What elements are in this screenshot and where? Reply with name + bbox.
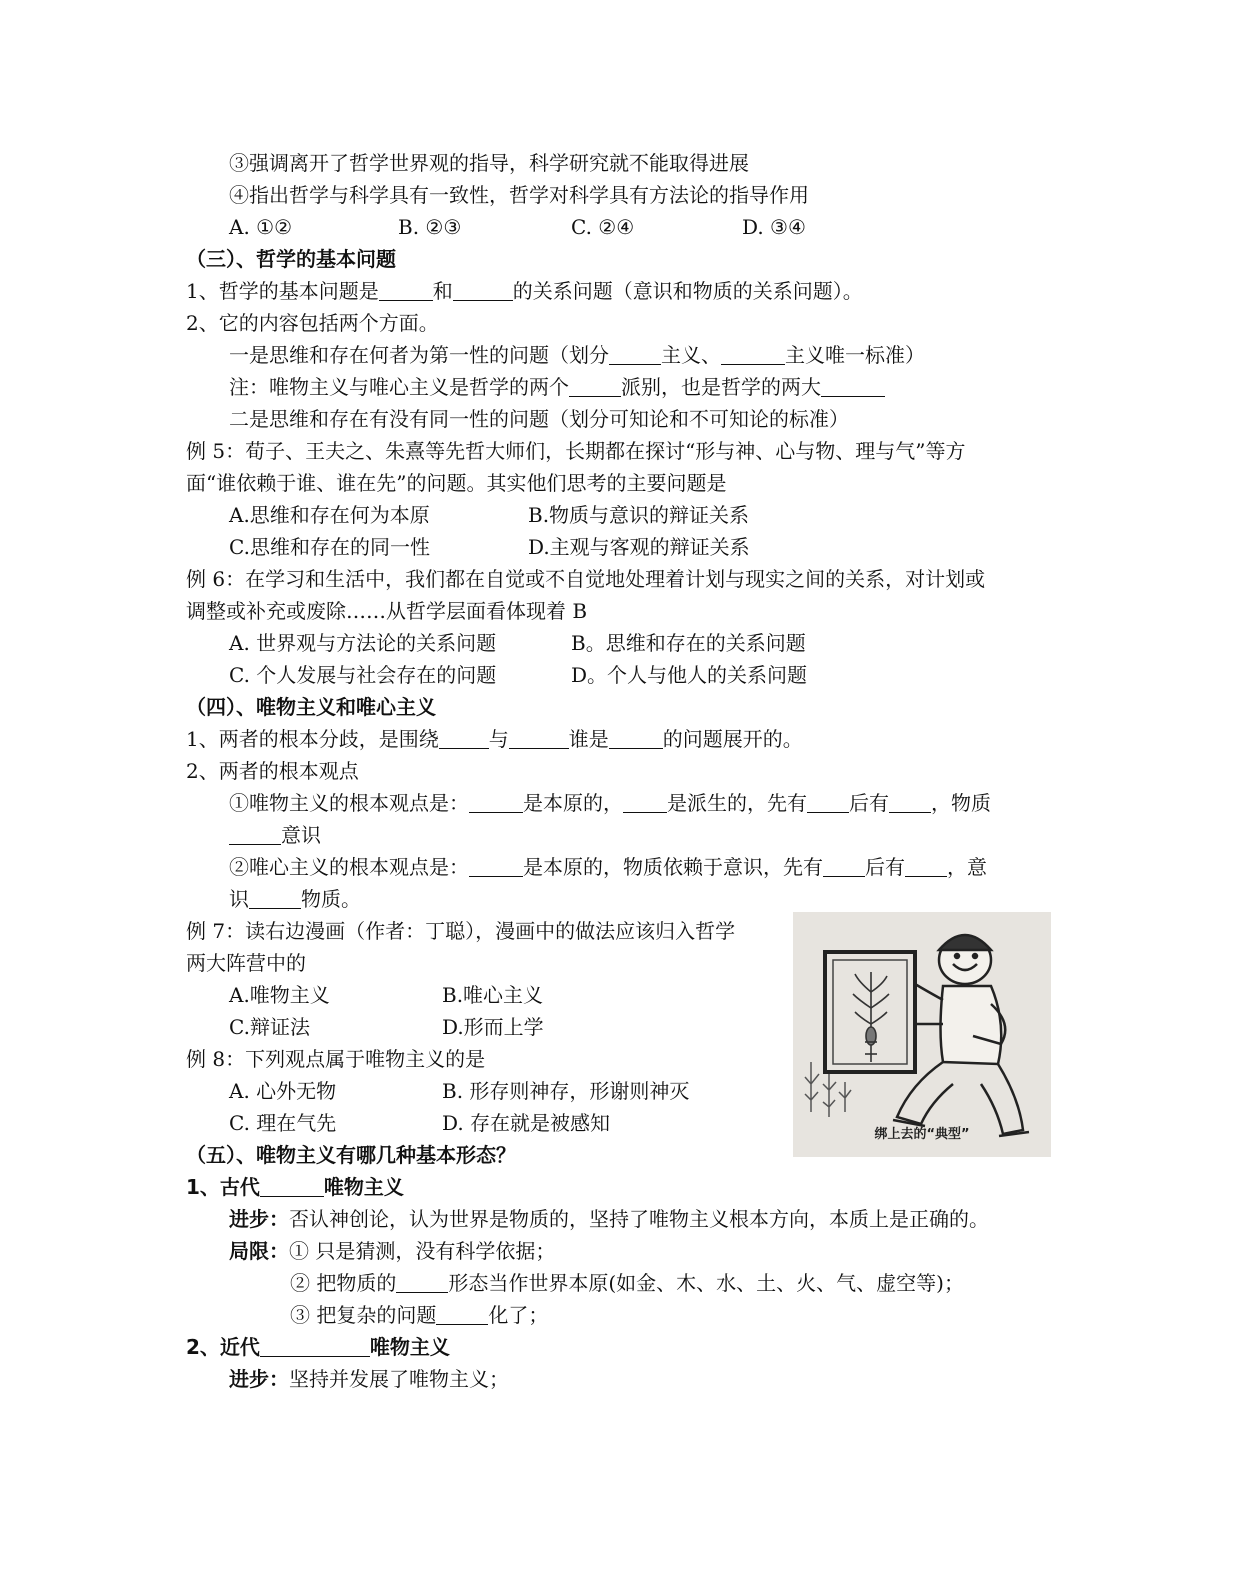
ex5-option-a: A.思维和存在何为本原	[229, 503, 430, 527]
ancient-progress: 进步：否认神创论，认为世界是物质的，坚持了唯物主义根本方向，本质上是正确的。	[229, 1207, 989, 1231]
ex5-option-b: B.物质与意识的辩证关系	[528, 503, 750, 527]
ex8-option-b: B. 形存则神存，形谢则神灭	[442, 1079, 690, 1103]
section-3-line-5: 二是思维和存在有没有同一性的问题（划分可知论和不可知论的标准）	[229, 407, 849, 431]
ex7-option-d: D.形而上学	[442, 1015, 544, 1039]
ex5-option-c: C.思维和存在的同一性	[229, 535, 430, 559]
section-3-line-3: 一是思维和存在何者为第一性的问题（划分 主义、 主义唯一标准）	[229, 343, 925, 367]
ex8-option-a: A. 心外无物	[229, 1079, 337, 1103]
section-5-heading: （五）、唯物主义有哪几种基本形态？	[186, 1143, 516, 1167]
blank-6	[821, 376, 885, 397]
section-4-heading: （四）、唯物主义和唯心主义	[186, 695, 436, 719]
ex7-question-line-2: 两大阵营中的	[186, 951, 306, 975]
ex5-question-line-2: 面“谁依赖于谁、谁在先”的问题。其实他们思考的主要问题是	[186, 471, 727, 495]
blank-12	[807, 792, 849, 813]
idealism-view-line-1: ②唯心主义的根本观点是： 是本原的，物质依赖于意识，先有 后有 ，意	[229, 855, 987, 879]
idealism-view-line-2: 识 物质。	[229, 887, 361, 911]
ex6-option-b: B。思维和存在的关系问题	[571, 631, 806, 655]
ex7-option-a: A.唯物主义	[229, 983, 330, 1007]
ex6-question-line-2: 调整或补充或废除……从哲学层面看体现着 B	[186, 599, 588, 623]
ex6-option-a: A. 世界观与方法论的关系问题	[229, 631, 497, 655]
ex8-question: 例 8：下列观点属于唯物主义的是	[186, 1047, 486, 1071]
section-3-note: 注：唯物主义与唯心主义是哲学的两个 派别，也是哲学的两大	[229, 374, 885, 400]
ancient-limitation-1: 局限：① 只是猜测，没有科学依据；	[229, 1239, 556, 1263]
blank-7	[439, 728, 489, 749]
ex6-option-d: D。个人与他人的关系问题	[571, 663, 808, 687]
section-3-line-2: 2、它的内容包括两个方面。	[186, 311, 439, 335]
blank-20	[396, 1272, 448, 1293]
blank-22	[260, 1336, 370, 1357]
ex5-option-d: D.主观与客观的辩证关系	[528, 535, 750, 559]
modern-progress: 进步：坚持并发展了唯物主义；	[229, 1367, 509, 1391]
section-4-line-1: 1、两者的根本分歧，是围绕 与 谁是 的问题展开的。	[186, 727, 803, 751]
ancient-limitation-2: ② 把物质的 形态当作世界本原(如金、木、水、土、火、气、虚空等)；	[290, 1271, 964, 1295]
section-3-heading: （三）、哲学的基本问题	[186, 247, 396, 271]
ancient-limitation-3: ③ 把复杂的问题 化了；	[290, 1303, 549, 1327]
blank-10	[469, 792, 523, 813]
ex7-question-line-1: 例 7：读右边漫画（作者：丁聪），漫画中的做法应该归入哲学	[186, 919, 736, 943]
ex8-option-d: D. 存在就是被感知	[442, 1111, 611, 1135]
cartoon-caption: 绑上去的“典型”	[874, 1127, 970, 1142]
blank-16	[823, 856, 865, 877]
blank-4	[721, 344, 785, 365]
ex4-option-c: C. ②④	[571, 215, 635, 239]
cartoon-drawing	[793, 912, 1051, 1157]
ex4-option-b: B. ②③	[398, 215, 462, 239]
blank-8	[509, 728, 569, 749]
blank-9	[609, 728, 663, 749]
ex6-question-line-1: 例 6：在学习和生活中，我们都在自觉或不自觉地处理着计划与现实之间的关系，对计划或	[186, 567, 986, 591]
cartoon-image	[793, 912, 1051, 1157]
blank-5	[569, 376, 621, 397]
materialism-view-line-2: 意识	[229, 822, 321, 848]
blank-18	[249, 888, 301, 909]
ancient-materialism-heading: 1、古代 唯物主义	[186, 1175, 404, 1199]
ex5-question-line-1: 例 5：荀子、王夫之、朱熹等先哲大师们，长期都在探讨“形与神、心与物、理与气”等方	[186, 439, 966, 463]
ex7-option-b: B.唯心主义	[442, 983, 544, 1007]
blank-2	[453, 280, 513, 301]
blank-19	[260, 1176, 324, 1197]
blank-13	[889, 792, 931, 813]
ex4-option-a: A. ①②	[229, 215, 293, 239]
blank-1	[379, 280, 433, 301]
ex4-option-d: D. ③④	[742, 215, 806, 239]
materialism-view-line-1: ①唯物主义的根本观点是： 是本原的， 是派生的，先有 后有 ，物质	[229, 791, 991, 815]
ex4-item-3: ③强调离开了哲学世界观的指导，科学研究就不能取得进展	[229, 151, 749, 175]
ex7-option-c: C.辩证法	[229, 1015, 310, 1039]
blank-14	[229, 824, 281, 845]
section-3-line-1: 1、哲学的基本问题是 和 的关系问题（意识和物质的关系问题）。	[186, 279, 863, 303]
ex8-option-c: C. 理在气先	[229, 1111, 337, 1135]
blank-21	[436, 1304, 488, 1325]
ex6-option-c: C. 个人发展与社会存在的问题	[229, 663, 497, 687]
section-4-line-2: 2、两者的根本观点	[186, 759, 359, 783]
blank-3	[609, 344, 661, 365]
blank-11	[623, 792, 667, 813]
ex4-item-4: ④指出哲学与科学具有一致性，哲学对科学具有方法论的指导作用	[229, 183, 809, 207]
modern-materialism-heading: 2、近代 唯物主义	[186, 1335, 450, 1359]
blank-17	[905, 856, 947, 877]
blank-15	[469, 856, 523, 877]
